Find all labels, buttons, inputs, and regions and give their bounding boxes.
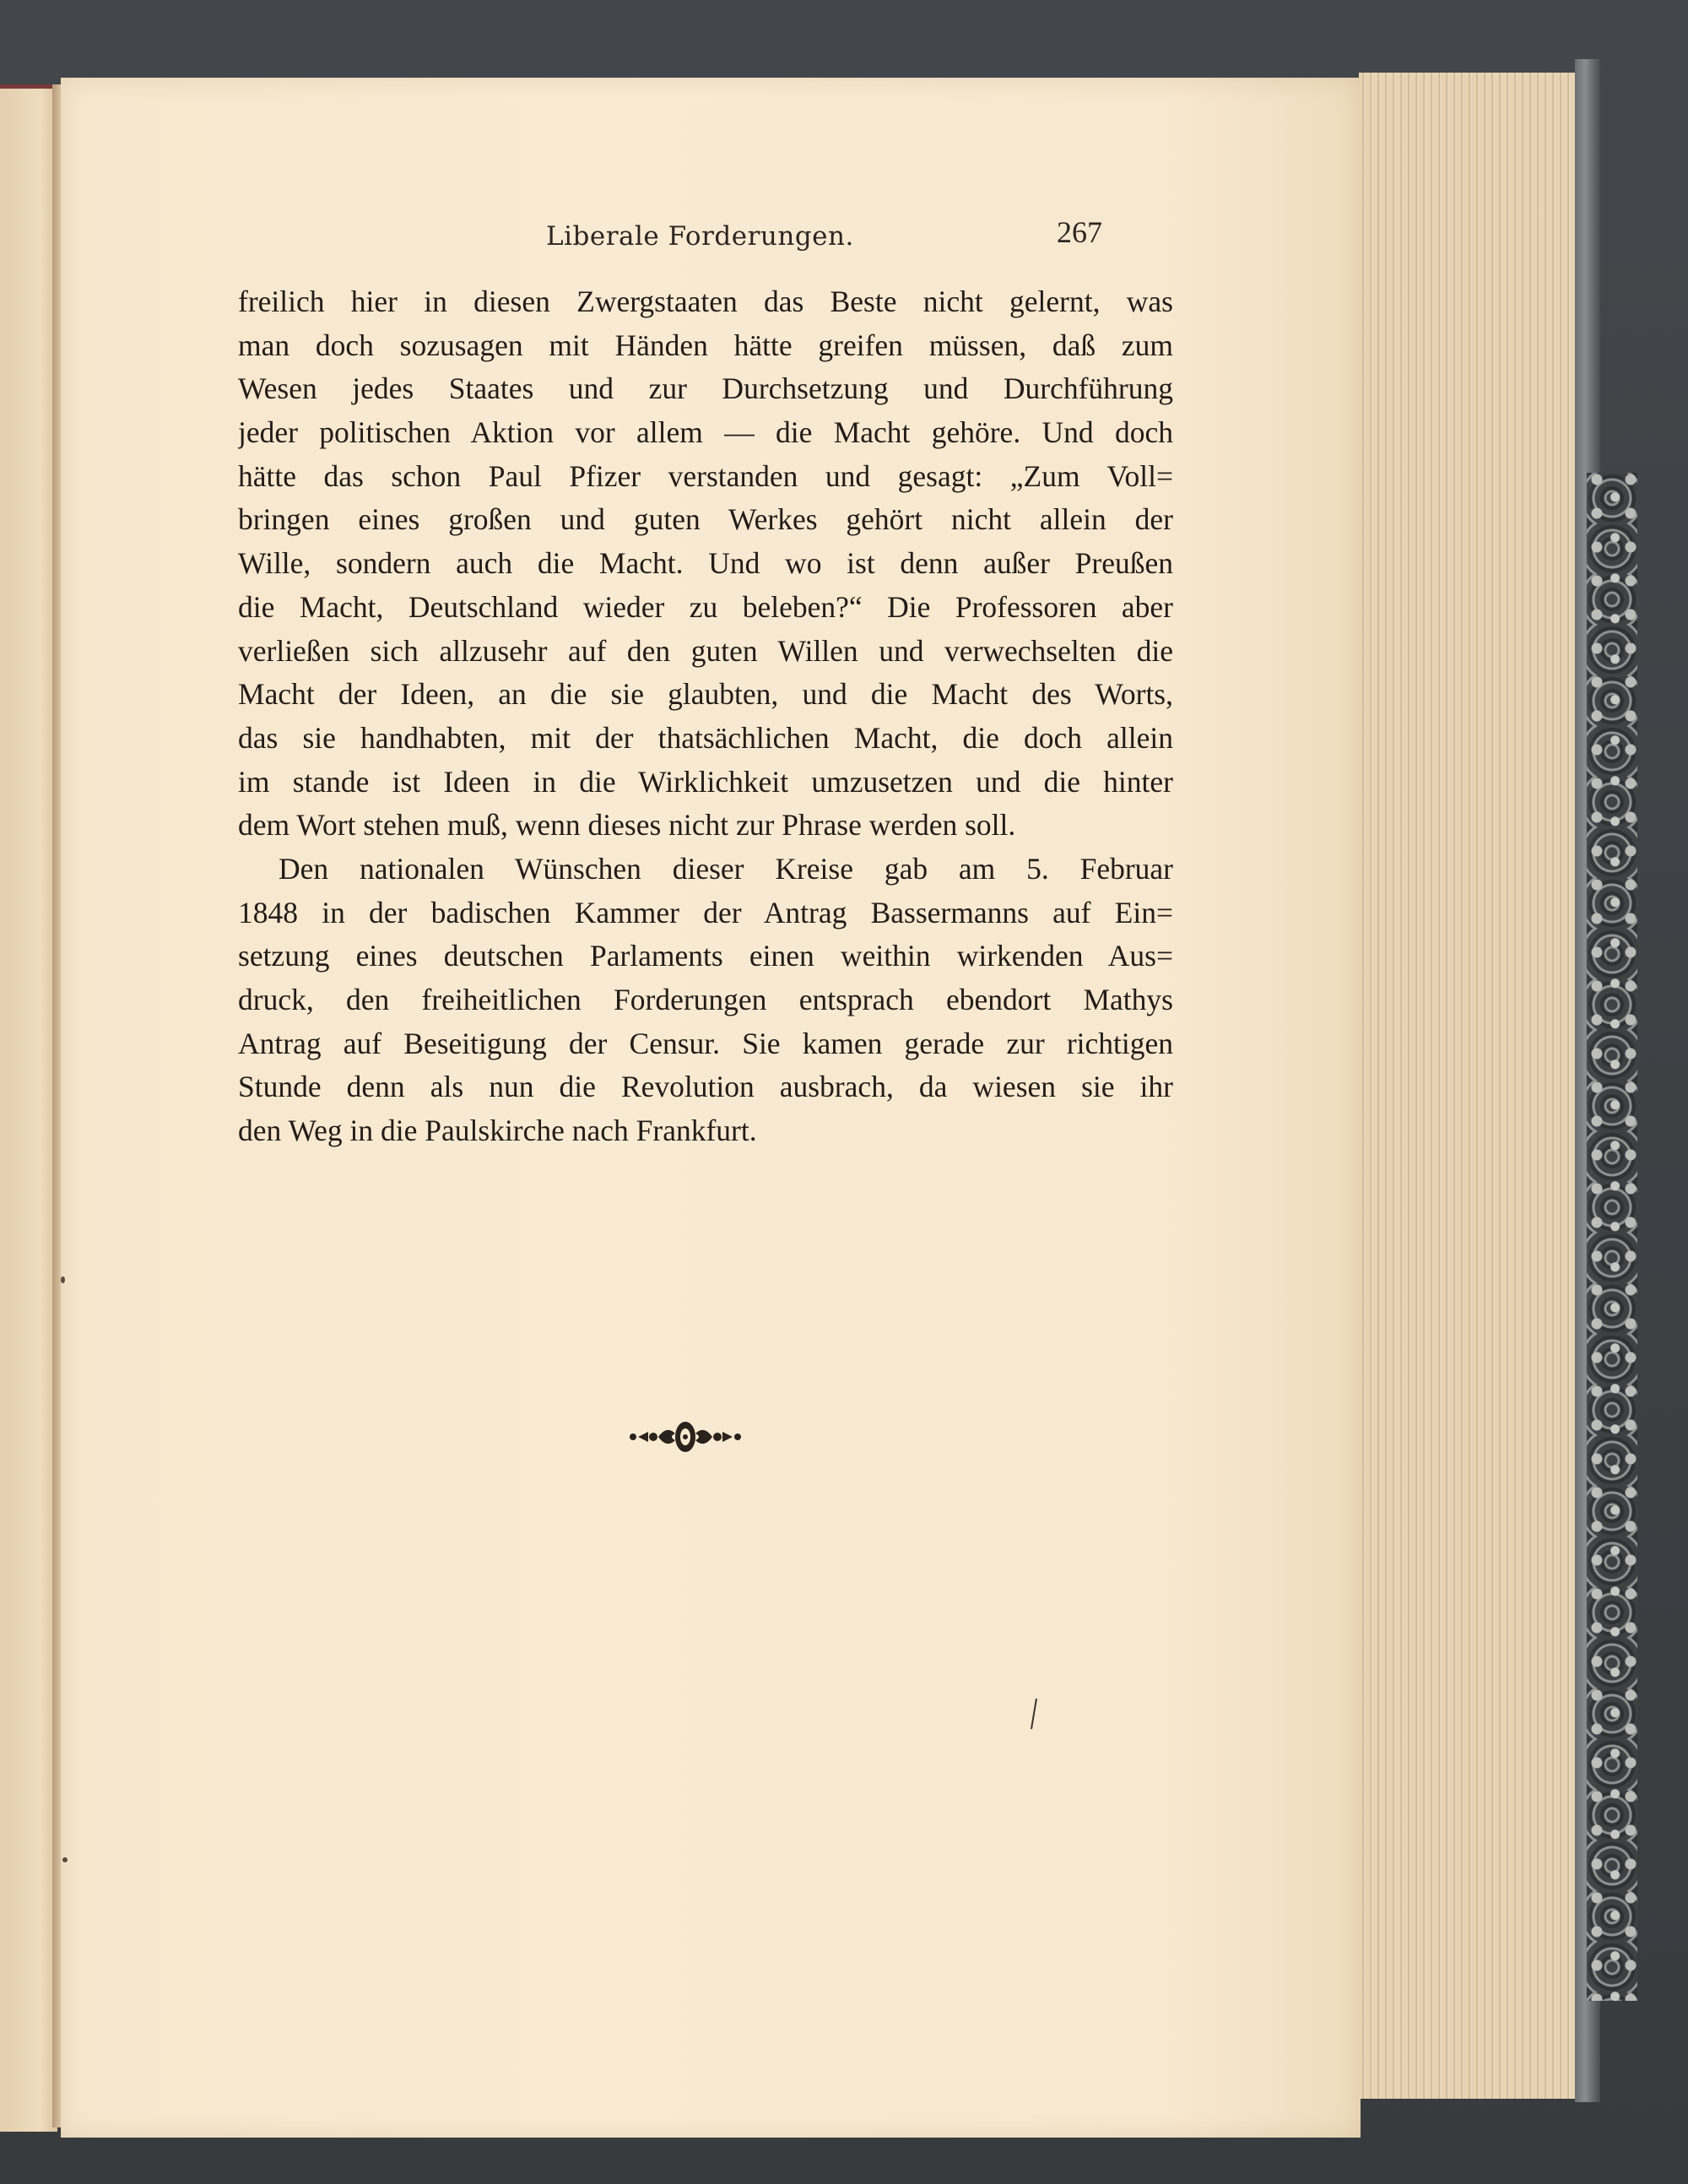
text-line: man doch sozusagen mit Händen hätte greifen müssen, daß zum	[238, 328, 1173, 362]
text-line: Antrag auf Beseitigung der Censur. Sie kamen gerade zur richtigen	[238, 1026, 1173, 1060]
text-line: das sie handhabten, mit der thatsächlichen Macht, die doch allein	[238, 720, 1173, 755]
page-number: 267	[1057, 215, 1102, 249]
paper-speck	[62, 1857, 68, 1862]
text-line: druck, den freiheitlichen Forderungen entsprach ebendort Mathys	[238, 983, 1173, 1016]
text-line: 1848 in der badischen Kammer der Antrag Bassermanns auf Ein=	[238, 895, 1173, 929]
pencil-mark	[1030, 1697, 1038, 1731]
running-title: Liberale Forderungen.	[546, 221, 854, 252]
text-line: die Macht, Deutschland wieder zu beleben?“ Die Professoren aber	[238, 589, 1173, 624]
text-line: Macht der Ideen, an die sie glaubten, und die Macht des Worts,	[238, 677, 1173, 712]
text-line: hätte das schon Paul Pfizer verstanden und gesagt: „Zum Voll=	[238, 458, 1173, 493]
text-line: jeder politischen Aktion vor allem — die Macht gehöre. Und doch	[238, 415, 1173, 450]
text-line: im stande ist Ideen in die Wirklichkeit umzusetzen und die hinter	[238, 764, 1173, 799]
page-block-edges	[1359, 73, 1577, 2099]
paper-speck	[61, 1276, 65, 1283]
fleuron-ornament-icon	[626, 1412, 744, 1462]
book-page	[61, 78, 1361, 2138]
text-line: Wesen jedes Staates und zur Durchsetzung und Durchführung	[238, 371, 1173, 406]
page-header	[61, 215, 1361, 272]
body-text	[238, 280, 1173, 1153]
text-line: verließen sich allzusehr auf den guten Willen und verwechselten die	[238, 633, 1173, 668]
text-line: dem Wort stehen muß, wenn dieses nicht zur Phrase werden soll.	[238, 808, 1016, 843]
text-line: den Weg in die Paulskirche nach Frankfurt.	[238, 1114, 757, 1148]
text-line: Den nationalen Wünschen dieser Kreise gab am 5. Februar	[279, 851, 1173, 886]
text-line: Wille, sondern auch die Macht. Und wo ist denn außer Preußen	[238, 546, 1173, 581]
text-line: bringen eines großen und guten Werkes gehört nicht allein der	[238, 502, 1173, 537]
marbled-endpaper	[1587, 473, 1637, 2001]
left-page-edge	[0, 84, 57, 2132]
text-line: setzung eines deutschen Parlaments einen weithin wirkenden Aus=	[238, 939, 1173, 973]
text-line: freilich hier in diesen Zwergstaaten das Beste nicht gelernt, was	[238, 285, 1173, 318]
text-line: Stunde denn als nun die Revolution ausbrach, da wiesen sie ihr	[238, 1070, 1173, 1104]
